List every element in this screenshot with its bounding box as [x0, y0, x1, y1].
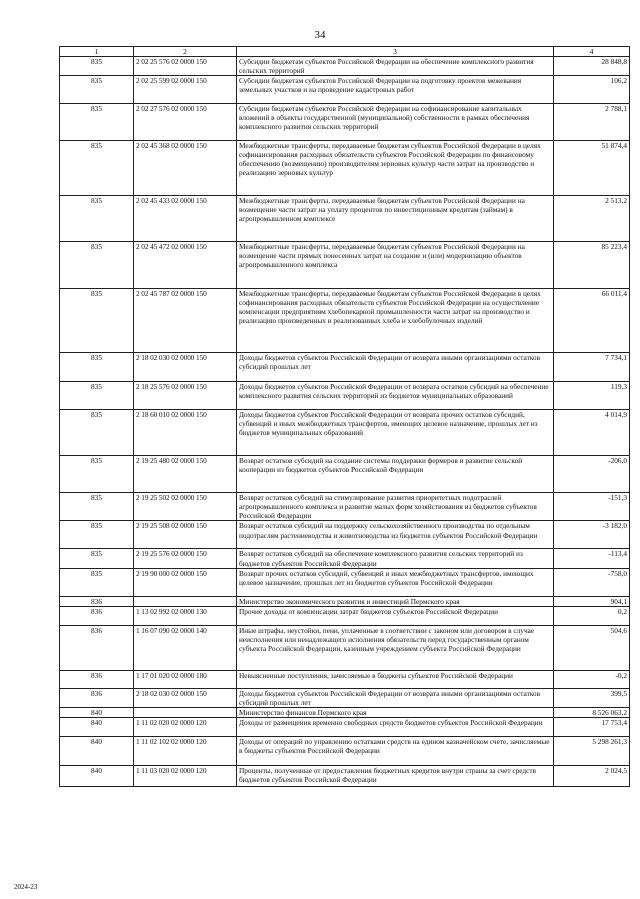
table-row [60, 707, 630, 717]
revenue-name: Прочие доходы от компенсации затрат бюджетов субъектов Российской Федерации [237, 606, 554, 625]
revenue-table [59, 46, 630, 787]
admin-code: 836 [60, 596, 134, 606]
admin-code: 835 [60, 568, 134, 596]
admin-code: 840 [60, 766, 134, 787]
table-row [60, 766, 630, 787]
amount: -113,4 [554, 549, 630, 568]
budget-classification-code: 2 19 25 480 02 0000 150 [134, 456, 237, 493]
amount: 2 788,1 [554, 104, 630, 141]
table-row [60, 549, 630, 568]
budget-classification-code: 2 02 45 787 02 0000 150 [134, 289, 237, 353]
admin-code: 835 [60, 493, 134, 521]
table-row [60, 104, 630, 141]
revenue-name: Возврат остатков субсидий на поддержку сельскохозяйственного производства по отдельным подотраслям растениеводства и животноводства из бюджетов субъектов Российской Федерации [237, 521, 554, 549]
amount: -151,3 [554, 493, 630, 521]
table-row [60, 289, 630, 353]
amount: 119,3 [554, 382, 630, 410]
budget-classification-code: 1 11 02 102 02 0000 120 [134, 737, 237, 766]
admin-code: 835 [60, 196, 134, 242]
amount: 51 874,4 [554, 141, 630, 196]
footer-code: 2024-23 [14, 883, 38, 891]
table-row [60, 625, 630, 670]
header-col-4: 4 [554, 47, 630, 57]
admin-code: 836 [60, 606, 134, 625]
table-row [60, 606, 630, 625]
header-col-1: 1 [60, 47, 134, 57]
amount: 2 513,2 [554, 196, 630, 242]
revenue-name: Доходы бюджетов субъектов Российской Федерации от возврата иными организациями остатков субсидий прошлых лет [237, 688, 554, 707]
revenue-name: Доходы бюджетов субъектов Российской Федерации от возврата остатков субсидий на обеспечение комплексного развития сельских территорий из бюджетов муниципальных образований [237, 382, 554, 410]
amount: 504,6 [554, 625, 630, 670]
admin-code: 836 [60, 625, 134, 670]
budget-classification-code: 1 13 02 992 02 0000 130 [134, 606, 237, 625]
revenue-name: Межбюджетные трансферты, передаваемые бюджетам субъектов Российской Федерации на возмещение части прямых понесенных затрат на создание и (или) модернизацию объектов агропромышленного комплекса [237, 242, 554, 289]
amount: 85 223,4 [554, 242, 630, 289]
budget-classification-code [134, 707, 237, 717]
amount: 17 753,4 [554, 718, 630, 737]
table-row [60, 410, 630, 456]
amount: 399,5 [554, 688, 630, 707]
amount: -3 182,0 [554, 521, 630, 549]
table-row [60, 521, 630, 549]
admin-code: 835 [60, 104, 134, 141]
budget-classification-code: 2 02 27 576 02 0000 150 [134, 104, 237, 141]
table-row [60, 242, 630, 289]
amount: 28 848,8 [554, 57, 630, 76]
amount: 66 011,4 [554, 289, 630, 353]
revenue-name: Иные штрафы, неустойки, пени, уплаченные в соответствии с законом или договором в случае неисполнения или ненадлежащего исполнения обязательств перед государственным органом субъекта Российской Федерации, казенным учреждением субъекта Российской Федерации [237, 625, 554, 670]
amount: -758,0 [554, 568, 630, 596]
table-row [60, 493, 630, 521]
budget-classification-code: 1 11 02 020 02 0000 120 [134, 718, 237, 737]
budget-classification-code: 2 02 45 433 02 0000 150 [134, 196, 237, 242]
budget-classification-code [134, 596, 237, 606]
budget-classification-code: 2 18 02 030 02 0000 150 [134, 688, 237, 707]
revenue-name: Доходы от размещения временно свободных средств бюджетов субъектов Российской Федерации [237, 718, 554, 737]
admin-code: 835 [60, 242, 134, 289]
budget-classification-code: 2 19 25 502 02 0000 150 [134, 493, 237, 521]
table-row [60, 76, 630, 104]
budget-classification-code: 2 19 25 508 02 0000 150 [134, 521, 237, 549]
amount: 5 298 261,3 [554, 737, 630, 766]
revenue-name: Межбюджетные трансферты, передаваемые бюджетам субъектов Российской Федерации в целях софинансирования расходных обязательств субъектов Российской Федерации по финансовому обеспечению (возмещению) производителям зерновых культур части затрат на производство и реализацию зерновых культур [237, 141, 554, 196]
amount: -206,0 [554, 456, 630, 493]
admin-code: 835 [60, 382, 134, 410]
table-row [60, 718, 630, 737]
admin-code: 835 [60, 353, 134, 382]
admin-code: 840 [60, 737, 134, 766]
revenue-name: Субсидии бюджетам субъектов Российской Федерации на обеспечение комплексного развития сельских территорий [237, 57, 554, 76]
table-row [60, 353, 630, 382]
table-row [60, 737, 630, 766]
admin-code: 835 [60, 521, 134, 549]
admin-code: 835 [60, 410, 134, 456]
admin-code: 835 [60, 57, 134, 76]
revenue-name: Проценты, полученные от предоставления бюджетных кредитов внутри страны за счет средств бюджетов субъектов Российской Федерации [237, 766, 554, 787]
amount: 7 734,1 [554, 353, 630, 382]
revenue-name: Министерство финансов Пермского края [237, 707, 554, 717]
budget-classification-code: 2 18 25 576 02 0000 150 [134, 382, 237, 410]
admin-code: 840 [60, 718, 134, 737]
table-row [60, 568, 630, 596]
revenue-name: Межбюджетные трансферты, передаваемые бюджетам субъектов Российской Федерации в целях софинансирования расходных обязательств субъектов Российской Федерации на осуществление компенсации предприятиям хлебопекарной промышленности части затрат на производство и реализацию произведенных и реализованных хлеба и хлебобулочных изделий [237, 289, 554, 353]
header-col-2: 2 [134, 47, 237, 57]
budget-classification-code: 2 02 45 472 02 0000 150 [134, 242, 237, 289]
page-number: 34 [314, 29, 326, 41]
amount: 2 024,5 [554, 766, 630, 787]
budget-classification-code: 2 19 90 000 02 0000 150 [134, 568, 237, 596]
amount: -0,2 [554, 670, 630, 688]
admin-code: 835 [60, 76, 134, 104]
amount: 106,2 [554, 76, 630, 104]
amount: 4 014,9 [554, 410, 630, 456]
revenue-name: Субсидии бюджетам субъектов Российской Федерации на подготовку проектов межевания земельных участков и на проведение кадастровых работ [237, 76, 554, 104]
admin-code: 836 [60, 670, 134, 688]
table-row [60, 456, 630, 493]
revenue-name: Возврат прочих остатков субсидий, субвенций и иных межбюджетных трансфертов, имеющих целевое назначение, прошлых лет из бюджетов субъектов Российской Федерации [237, 568, 554, 596]
revenue-name: Возврат остатков субсидий на создание системы поддержки фермеров и развитие сельской кооперации из бюджетов субъектов Российской Федерации [237, 456, 554, 493]
budget-classification-code: 2 18 02 030 02 0000 150 [134, 353, 237, 382]
table-row [60, 688, 630, 707]
revenue-name: Министерство экономического развития и инвестиций Пермского края [237, 596, 554, 606]
budget-classification-code: 2 02 25 576 02 0000 150 [134, 57, 237, 76]
table-row [60, 382, 630, 410]
revenue-name: Межбюджетные трансферты, передаваемые бюджетам субъектов Российской Федерации на возмещение части затрат на уплату процентов по инвестиционным кредитам (займам) в агропромышленном комплексе [237, 196, 554, 242]
header-row [60, 47, 630, 57]
table-row [60, 196, 630, 242]
budget-classification-code: 2 02 25 599 02 0000 150 [134, 76, 237, 104]
admin-code: 836 [60, 688, 134, 707]
admin-code: 835 [60, 141, 134, 196]
budget-classification-code: 1 17 01 020 02 0000 180 [134, 670, 237, 688]
revenue-name: Субсидии бюджетам субъектов Российской Федерации на софинансирование капитальных вложений в объекты государственной (муниципальной) собственности в рамках обеспечения комплексного развития сельских территорий [237, 104, 554, 141]
amount: 0,2 [554, 606, 630, 625]
revenue-name: Возврат остатков субсидий на обеспечение комплексного развития сельских территорий из бюджетов субъектов Российской Федерации [237, 549, 554, 568]
budget-classification-code: 2 19 25 576 02 0000 150 [134, 549, 237, 568]
amount: 8 526 063,2 [554, 707, 630, 717]
budget-classification-code: 1 11 03 020 02 0000 120 [134, 766, 237, 787]
revenue-name: Доходы бюджетов субъектов Российской Федерации от возврата иными организациями остатков субсидий прошлых лет [237, 353, 554, 382]
admin-code: 835 [60, 549, 134, 568]
revenue-name: Невыясненные поступления, зачисляемые в бюджеты субъектов Российской Федерации [237, 670, 554, 688]
table-row [60, 141, 630, 196]
admin-code: 835 [60, 456, 134, 493]
table-row [60, 670, 630, 688]
header-col-3: 3 [237, 47, 554, 57]
revenue-name: Возврат остатков субсидий на стимулирование развития приоритетных подотраслей агропромышленного комплекса и развитие малых форм хозяйствования из бюджетов субъектов Российской Федерации [237, 493, 554, 521]
amount: 904,1 [554, 596, 630, 606]
budget-classification-code: 2 18 60 010 02 0000 150 [134, 410, 237, 456]
revenue-name: Доходы бюджетов субъектов Российской Федерации от возврата прочих остатков субсидий, субвенций и иных межбюджетных трансфертов, имеющих целевое назначение, прошлых лет из бюджетов муниципальных образований [237, 410, 554, 456]
admin-code: 835 [60, 289, 134, 353]
budget-classification-code: 1 16 07 090 02 0000 140 [134, 625, 237, 670]
admin-code: 840 [60, 707, 134, 717]
budget-classification-code: 2 02 45 368 02 0000 150 [134, 141, 237, 196]
table-row [60, 596, 630, 606]
table-row [60, 57, 630, 76]
revenue-name: Доходы от операций по управлению остатками средств на едином казначейском счете, зачисляемые в бюджеты субъектов Российской Федерации [237, 737, 554, 766]
